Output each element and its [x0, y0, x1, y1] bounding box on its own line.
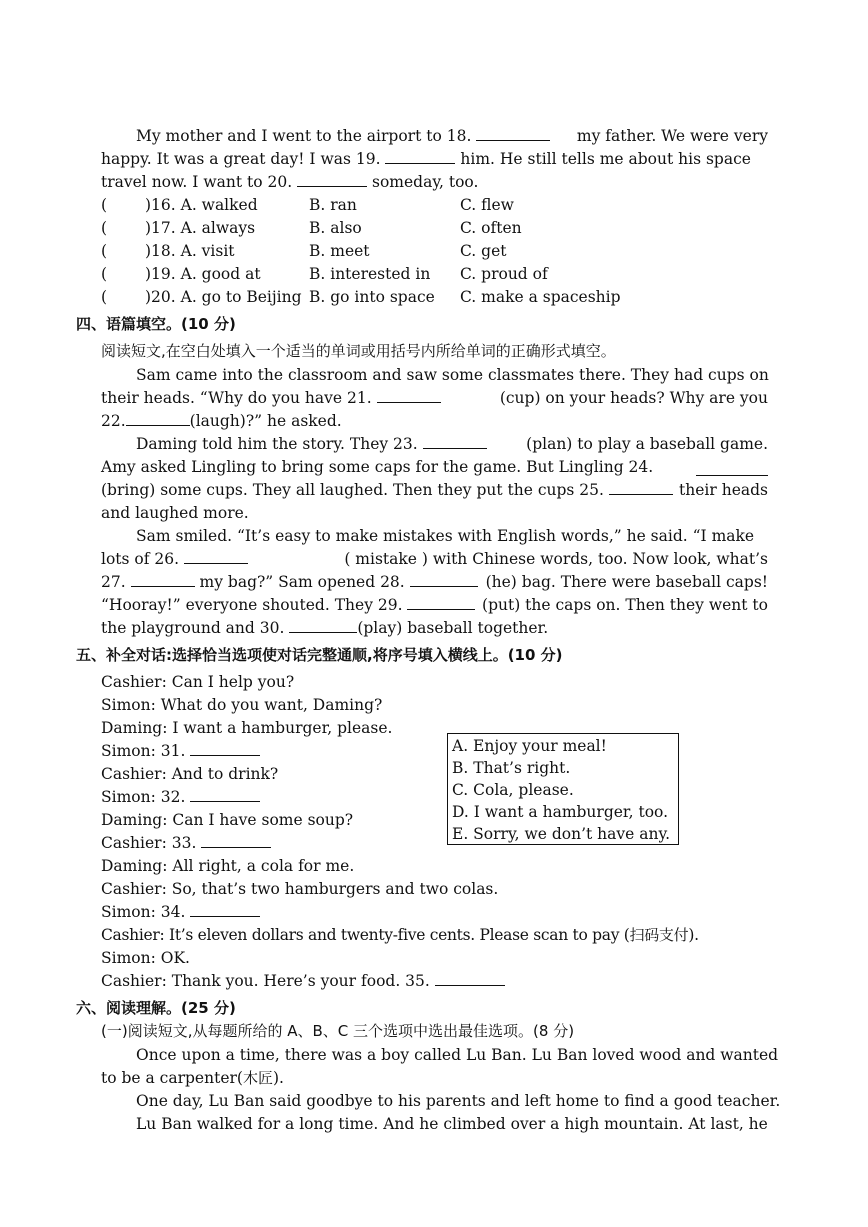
answer-blank-24[interactable]	[696, 460, 768, 476]
answer-blank-25[interactable]	[609, 479, 673, 495]
s4-line-8: Sam smiled. “It’s easy to make mistakes with English words,” he said. “I make	[136, 527, 755, 545]
passage-text: My mother and I went to the airport to 18.	[136, 127, 472, 145]
option-a: )20. A. go to Beijing	[145, 288, 302, 306]
passage-text: my father. We were very	[576, 127, 768, 145]
dialogue-option-e: E. Sorry, we don’t have any.	[452, 825, 671, 843]
dialogue-option-b: B. That’s right.	[452, 759, 571, 777]
s4-line-2: their heads. “Why do you have 21. (cup) on your heads? Why are you	[101, 389, 768, 407]
answer-blank-32[interactable]	[190, 786, 260, 802]
reading-line-3: One day, Lu Ban said goodbye to his parents and left home to find a good teacher.	[136, 1092, 781, 1110]
answer-blank-23[interactable]	[423, 433, 487, 449]
answer-blank-30[interactable]	[289, 617, 357, 633]
answer-paren[interactable]: (	[101, 196, 108, 214]
answer-blank-31[interactable]	[190, 740, 260, 756]
s4-line-9: lots of 26. ( mistake ) with Chinese words, too. Now look, what’s	[101, 550, 768, 568]
reading-line-2: to be a carpenter(木匠).	[101, 1069, 284, 1087]
answer-blank-34[interactable]	[190, 901, 260, 917]
option-a: )16. A. walked	[145, 196, 258, 214]
option-a: )17. A. always	[145, 219, 256, 237]
dialogue-line: Daming: All right, a cola for me.	[101, 857, 355, 875]
dialogue-line: Simon: OK.	[101, 949, 190, 967]
answer-blank-20[interactable]	[297, 171, 367, 187]
dialogue-line: Cashier: So, that’s two hamburgers and two colas.	[101, 880, 499, 898]
dialogue-option-a: A. Enjoy your meal!	[452, 737, 607, 755]
dialogue-line: Cashier: Can I help you?	[101, 673, 295, 691]
dialogue-options-box	[447, 733, 679, 845]
dialogue-line: Cashier: And to drink?	[101, 765, 279, 783]
answer-blank-19[interactable]	[385, 148, 455, 164]
answer-paren[interactable]: (	[101, 242, 108, 260]
option-c: C. proud of	[460, 265, 548, 283]
dialogue-line: Simon: 31.	[101, 740, 260, 762]
dialogue-line: Cashier: Thank you. Here’s your food. 35.	[101, 970, 505, 992]
s4-line-11: “Hooray!” everyone shouted. They 29. (put) the caps on. Then they went to	[101, 596, 768, 614]
answer-paren[interactable]: (	[101, 219, 108, 237]
s4-line-12: the playground and 30. (play) baseball together.	[101, 619, 549, 637]
passage-line-3: travel now. I want to 20. someday, too.	[101, 173, 479, 191]
dialogue-option-c: C. Cola, please.	[452, 781, 574, 799]
s4-line-5: Amy asked Lingling to bring some caps for the game. But Lingling 24.	[101, 456, 768, 478]
dialogue-line: Simon: 32.	[101, 786, 260, 808]
reading-line-4: Lu Ban walked for a long time. And he climbed over a high mountain. At last, he	[136, 1115, 768, 1133]
answer-blank-22[interactable]	[126, 410, 190, 426]
dialogue-line: Simon: 34.	[101, 901, 260, 923]
option-c: C. make a spaceship	[460, 288, 621, 306]
option-c: C. flew	[460, 196, 514, 214]
section-4-heading: 四、语篇填空。(10 分)	[76, 315, 236, 333]
answer-blank-35[interactable]	[435, 970, 505, 986]
answer-blank-18[interactable]	[476, 125, 550, 141]
section-5-heading: 五、补全对话:选择恰当选项使对话完整通顺,将序号填入横线上。(10 分)	[76, 646, 563, 664]
answer-blank-28[interactable]	[410, 571, 478, 587]
dialogue-line: Cashier: 33.	[101, 832, 271, 854]
option-b: B. go into space	[309, 288, 435, 306]
option-a: )18. A. visit	[145, 242, 235, 260]
dialogue-line: Simon: What do you want, Daming?	[101, 696, 383, 714]
s4-line-4: Daming told him the story. They 23. (plan) to play a baseball game.	[136, 435, 768, 453]
section-6-subheading: (一)阅读短文,从每题所给的 A、B、C 三个选项中选出最佳选项。(8 分)	[101, 1022, 575, 1040]
s4-line-3: 22. (laugh)?” he asked.	[101, 412, 342, 430]
dialogue-line: Daming: Can I have some soup?	[101, 811, 354, 829]
s4-line-6: (bring) some cups. They all laughed. Then they put the cups 25. their heads	[101, 481, 768, 499]
dialogue-line: Cashier: It’s eleven dollars and twenty-five cents. Please scan to pay (扫码支付).	[101, 926, 699, 944]
answer-blank-26[interactable]	[184, 548, 248, 564]
option-b: B. interested in	[309, 265, 431, 283]
option-c: C. often	[460, 219, 522, 237]
option-b: B. meet	[309, 242, 370, 260]
option-a: )19. A. good at	[145, 265, 261, 283]
s4-line-10: 27. my bag?” Sam opened 28. (he) bag. There were baseball caps!	[101, 573, 768, 591]
option-b: B. ran	[309, 196, 357, 214]
answer-paren[interactable]: (	[101, 265, 108, 283]
answer-blank-29[interactable]	[407, 594, 475, 610]
answer-blank-33[interactable]	[201, 832, 271, 848]
dialogue-line: Daming: I want a hamburger, please.	[101, 719, 393, 737]
option-b: B. also	[309, 219, 362, 237]
s4-line-7: and laughed more.	[101, 504, 249, 522]
dialogue-option-d: D. I want a hamburger, too.	[452, 803, 669, 821]
answer-blank-21[interactable]	[377, 387, 441, 403]
section-4-instructions: 阅读短文,在空白处填入一个适当的单词或用括号内所给单词的正确形式填空。	[101, 342, 616, 360]
reading-line-1: Once upon a time, there was a boy called Lu Ban. Lu Ban loved wood and wanted	[136, 1046, 779, 1064]
section-6-heading: 六、阅读理解。(25 分)	[76, 999, 236, 1017]
answer-paren[interactable]: (	[101, 288, 108, 306]
answer-blank-27[interactable]	[131, 571, 195, 587]
passage-line-1	[136, 125, 768, 147]
option-c: C. get	[460, 242, 507, 260]
passage-line-2: happy. It was a great day! I was 19. him. He still tells me about his space	[101, 150, 751, 168]
s4-line-1: Sam came into the classroom and saw some classmates there. They had cups on	[136, 366, 769, 384]
